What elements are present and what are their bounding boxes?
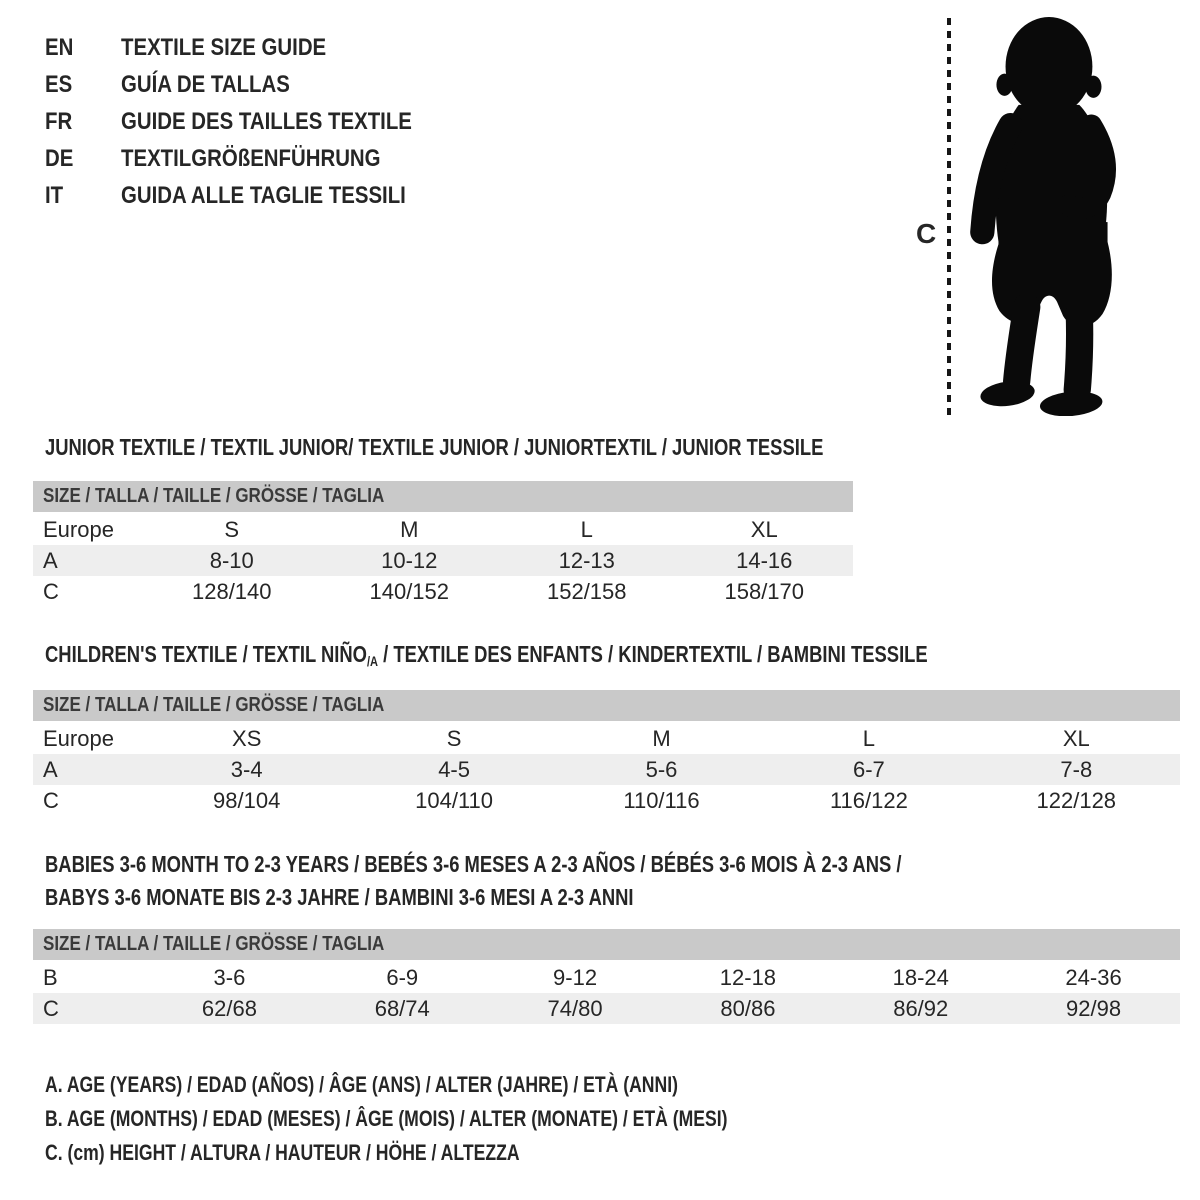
language-row-es (45, 66, 463, 103)
language-label-text: GUIDE DES TAILLES TEXTILE (121, 107, 412, 135)
size-table-header (33, 481, 853, 512)
toddler-silhouette-icon (964, 12, 1140, 416)
size-cell: 92/98 (1066, 995, 1122, 1021)
size-cell: 3-4 (230, 756, 263, 782)
size-cell: 152/158 (546, 578, 627, 604)
language-code (45, 182, 121, 210)
language-row-en (45, 29, 463, 66)
row-label: A (43, 547, 58, 573)
children-section-title-text (45, 641, 928, 669)
babies-size-table (33, 929, 1180, 1024)
size-table-header-text: SIZE / TALLA / TAILLE / GRÖSSE / TAGLIA (43, 694, 385, 716)
legend-line-a (45, 1068, 898, 1102)
children-size-table (33, 690, 1180, 816)
language-label (121, 182, 456, 210)
children-title-pre: CHILDREN'S TEXTILE / TEXTIL NIÑO (45, 641, 367, 667)
junior-section-title-text: JUNIOR TEXTILE / TEXTIL JUNIOR/ TEXTILE JUNIOR / JUNIORTEXTIL / JUNIOR TESSILE (45, 434, 824, 460)
size-cell: 7-8 (1060, 756, 1093, 782)
babies-section-title-line2 (45, 884, 781, 911)
size-cell: M (400, 516, 419, 542)
table-row-height (33, 993, 1180, 1024)
language-row-it (45, 177, 463, 214)
height-measure-line (947, 18, 951, 416)
table-row-europe (33, 514, 853, 545)
size-cell: 122/128 (1036, 787, 1117, 813)
language-code (45, 34, 121, 62)
size-cell: 6-7 (852, 756, 885, 782)
row-label: Europe (43, 516, 114, 542)
size-cell: S (224, 516, 240, 542)
language-list (45, 29, 463, 214)
table-row-months (33, 962, 1180, 993)
size-cell: 140/152 (369, 578, 450, 604)
size-cell: M (652, 725, 671, 751)
size-cell: L (580, 516, 593, 542)
size-cell: 62/68 (201, 995, 257, 1021)
language-code-text: FR (45, 107, 73, 135)
language-row-fr (45, 103, 463, 140)
language-label (121, 145, 426, 173)
language-label-text: TEXTILGRÖßENFÜHRUNG (121, 144, 381, 172)
language-label-text: GUIDA ALLE TAGLIE TESSILI (121, 181, 406, 209)
measure-label-c: C (916, 218, 937, 249)
children-title-sub: /A (366, 653, 379, 669)
language-label-text: TEXTILE SIZE GUIDE (121, 33, 327, 61)
language-code (45, 71, 121, 99)
size-cell: 10-12 (381, 547, 438, 573)
language-code-text: DE (45, 144, 74, 172)
babies-section-title-line2-text: BABYS 3-6 MONATE BIS 2-3 JAHRE / BAMBINI 3-6 MESI A 2-3 ANNI (45, 884, 634, 910)
size-cell: 8-10 (209, 547, 254, 573)
language-row-de (45, 140, 463, 177)
language-label (121, 34, 362, 62)
language-code-text: ES (45, 70, 73, 98)
row-label: C (43, 787, 59, 813)
size-cell: 74/80 (547, 995, 603, 1021)
size-cell: S (446, 725, 462, 751)
table-row-age (33, 545, 853, 576)
row-label: C (43, 995, 59, 1021)
row-label: B (43, 964, 58, 990)
size-cell: 9-12 (553, 964, 598, 990)
legend (45, 1068, 898, 1170)
table-row-height (33, 576, 853, 607)
children-title-post: / TEXTILE DES ENFANTS / KINDERTEXTIL / BAMBINI TESSILE (378, 641, 928, 667)
size-table-header (33, 929, 1180, 960)
size-cell: L (862, 725, 876, 751)
size-cell: 158/170 (724, 578, 805, 604)
size-cell: 68/74 (374, 995, 430, 1021)
size-cell: 4-5 (438, 756, 470, 782)
language-code-text: EN (45, 33, 74, 61)
legend-line-c-text: C. (cm) HEIGHT / ALTURA / HAUTEUR / HÖHE / ALTEZZA (45, 1140, 520, 1165)
size-cell: 12-18 (719, 964, 777, 990)
size-table-header-text: SIZE / TALLA / TAILLE / GRÖSSE / TAGLIA (43, 485, 385, 507)
table-row-europe (33, 723, 1180, 754)
babies-section-title-line1-text: BABIES 3-6 MONTH TO 2-3 YEARS / BEBÉS 3-6 MESES A 2-3 AÑOS / BÉBÉS 3-6 MOIS À 2-3 ANS / (45, 851, 902, 877)
table-row-height (33, 785, 1180, 816)
size-cell: 98/104 (213, 787, 281, 813)
size-cell: 6-9 (386, 964, 419, 990)
language-code (45, 145, 121, 173)
size-cell: 24-36 (1065, 964, 1122, 990)
language-label-text: GUÍA DE TALLAS (121, 70, 290, 98)
junior-section-title (45, 434, 1018, 461)
size-cell: 5-6 (645, 756, 678, 782)
language-label (121, 71, 320, 99)
size-cell: 110/116 (623, 787, 700, 813)
size-cell: XL (750, 516, 778, 542)
row-label: A (43, 756, 58, 782)
size-cell: 14-16 (736, 547, 793, 573)
language-code-text: IT (45, 181, 64, 209)
legend-line-b (45, 1102, 898, 1136)
size-cell: 12-13 (558, 547, 615, 573)
size-table-header (33, 690, 1180, 721)
size-cell: 80/86 (720, 995, 776, 1021)
size-table-header-text: SIZE / TALLA / TAILLE / GRÖSSE / TAGLIA (43, 933, 385, 955)
row-label: C (43, 578, 59, 604)
size-cell: 128/140 (191, 578, 272, 604)
children-section-title (45, 641, 1148, 669)
size-cell: 3-6 (213, 964, 246, 990)
babies-section-title-line1 (45, 851, 1116, 878)
legend-line-b-text: B. AGE (MONTHS) / EDAD (MESES) / ÂGE (MOIS) / ALTER (MONATE) / ETÀ (MESI) (45, 1106, 728, 1131)
table-row-age (33, 754, 1180, 785)
size-cell: 18-24 (892, 964, 949, 990)
junior-size-table (33, 481, 853, 607)
legend-line-c (45, 1136, 898, 1170)
language-label (121, 108, 463, 136)
size-cell: 116/122 (829, 787, 908, 813)
legend-line-a-text: A. AGE (YEARS) / EDAD (AÑOS) / ÂGE (ANS) / ALTER (JAHRE) / ETÀ (ANNI) (45, 1072, 678, 1097)
size-cell: XS (232, 725, 262, 751)
size-cell: XL (1062, 725, 1090, 751)
size-cell: 86/92 (893, 995, 949, 1021)
language-code (45, 108, 121, 136)
row-label: Europe (43, 725, 114, 751)
size-cell: 104/110 (415, 787, 494, 813)
